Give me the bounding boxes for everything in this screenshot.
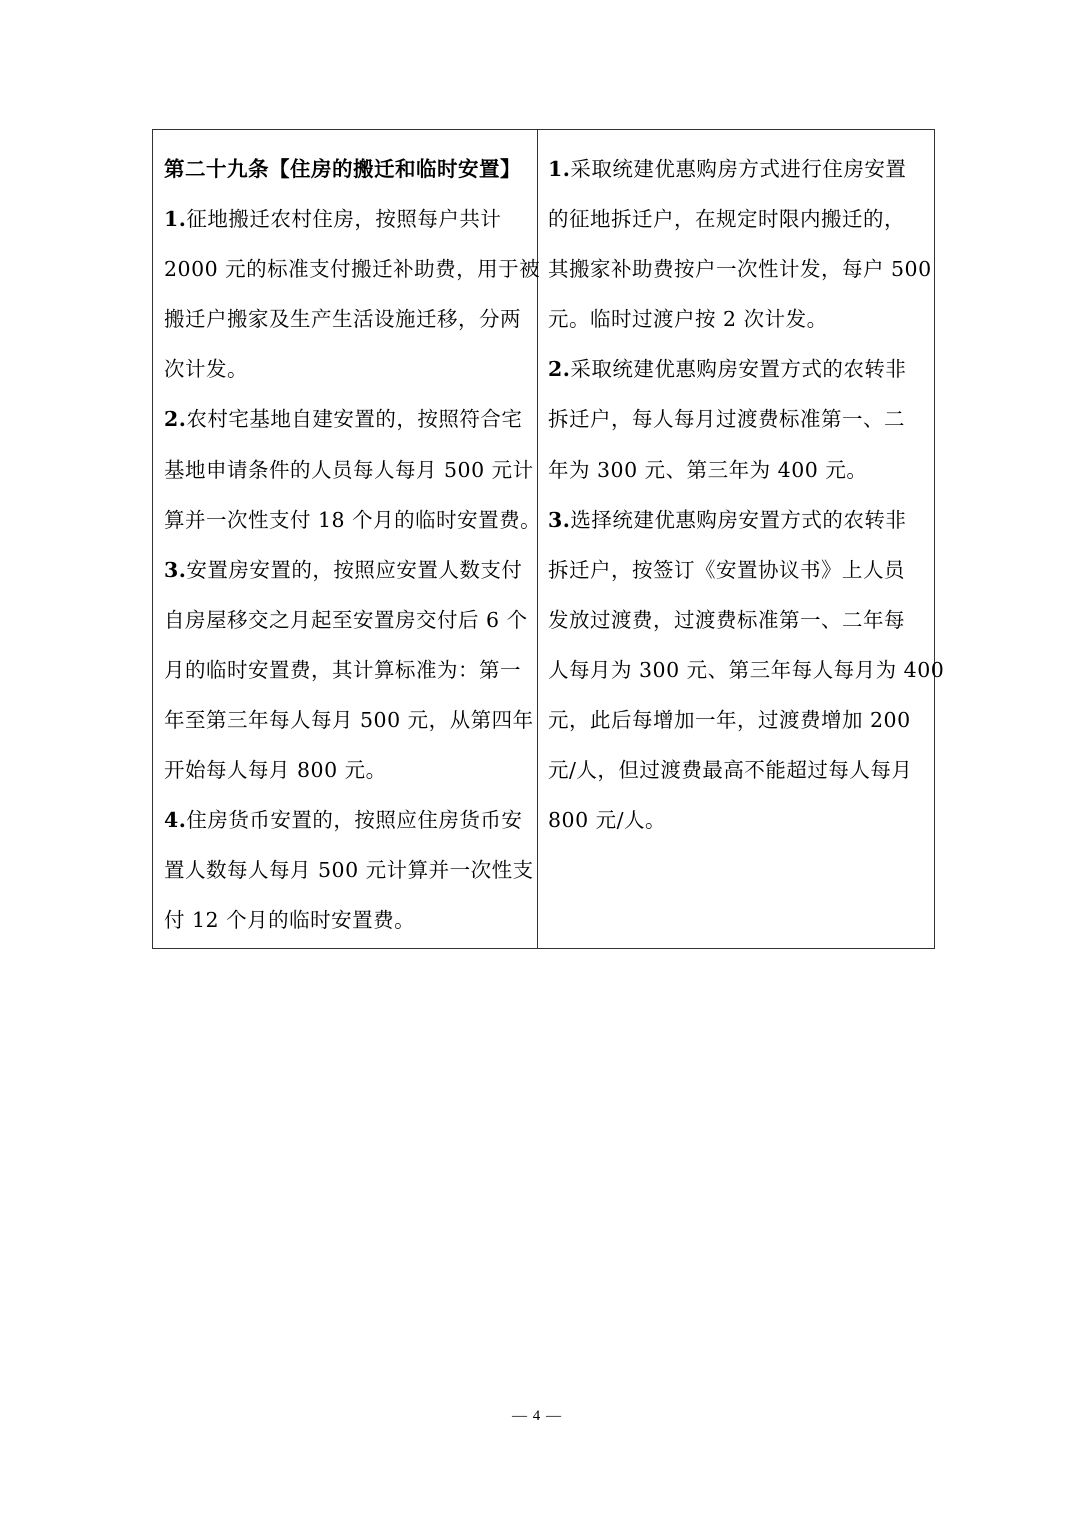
item-number: 3. — [548, 507, 571, 532]
right-line: 人每月为 300 元、第三年每人每月为 400 — [548, 657, 945, 682]
left-line — [164, 201, 529, 251]
comparison-table — [152, 129, 945, 949]
page-number: — 4 — — [512, 1408, 562, 1424]
right-line: 拆迁户，按签订《安置协议书》上人员 — [548, 557, 905, 582]
left-line: 基地申请条件的人员每人每月 500 元计 — [164, 457, 534, 482]
item-text: 征地搬迁农村住房，按照每户共计 — [186, 207, 502, 232]
right-column — [538, 130, 951, 948]
item-text: 采取统建优惠购房方式进行住房安置 — [570, 157, 907, 181]
right-line: 元。临时过渡户按 2 次计发。 — [548, 307, 828, 332]
item-number: 1. — [164, 207, 187, 232]
right-line: 元，此后每增加一年，过渡费增加 200 — [548, 708, 911, 733]
right-line: 的征地拆迁户，在规定时限内搬迁的， — [548, 207, 905, 232]
article-heading: 第二十九条【住房的搬迁和临时安置】 — [164, 157, 521, 181]
item-text: 选择统建优惠购房安置方式的农转非 — [570, 507, 907, 532]
item-number: 1. — [548, 157, 571, 181]
right-line: 其搬家补助费按户一次性计发，每户 500 — [548, 257, 932, 282]
right-line: 年为 300 元、第三年为 400 元。 — [548, 457, 868, 482]
left-line: 月的临时安置费，其计算标准为：第一 — [164, 657, 521, 682]
item-text: 农村宅基地自建安置的，按照符合宅 — [186, 407, 523, 432]
left-line: 付 12 个月的临时安置费。 — [164, 908, 416, 933]
left-line: 搬迁户搬家及生产生活设施迁移，分两 — [164, 307, 521, 332]
left-line — [164, 401, 529, 451]
left-line: 置人数每人每月 500 元计算并一次性支 — [164, 858, 534, 883]
right-column-lines — [548, 151, 944, 852]
item-number: 4. — [164, 808, 187, 833]
right-line — [548, 351, 944, 401]
item-text: 住房货币安置的，按照应住房货币安 — [186, 808, 523, 833]
item-number: 3. — [164, 557, 187, 582]
left-line: 次计发。 — [164, 357, 248, 382]
left-line: 开始每人每月 800 元。 — [164, 758, 387, 783]
right-line: 拆迁户，每人每月过渡费标准第一、二 — [548, 407, 905, 432]
item-number: 2. — [548, 357, 571, 382]
left-line: 自房屋移交之月起至安置房交付后 6 个 — [164, 607, 528, 632]
right-line — [548, 502, 944, 552]
right-line: 800 元/人。 — [548, 808, 667, 833]
right-line: 元/人，但过渡费最高不能超过每人每月 — [548, 758, 913, 783]
item-text: 安置房安置的，按照应安置人数支付 — [186, 557, 523, 582]
left-column-lines — [164, 201, 542, 952]
left-line — [164, 552, 529, 602]
left-line: 年至第三年每人每月 500 元，从第四年 — [164, 708, 534, 733]
left-line: 2000 元的标准支付搬迁补助费，用于被 — [164, 257, 541, 282]
right-line: 发放过渡费，过渡费标准第一、二年每 — [548, 607, 905, 632]
item-number: 2. — [164, 407, 187, 432]
right-line — [548, 151, 944, 201]
item-text: 采取统建优惠购房安置方式的农转非 — [570, 357, 907, 382]
left-line: 算并一次性支付 18 个月的临时安置费。 — [164, 507, 542, 532]
left-line — [164, 802, 529, 852]
left-column — [153, 130, 542, 948]
